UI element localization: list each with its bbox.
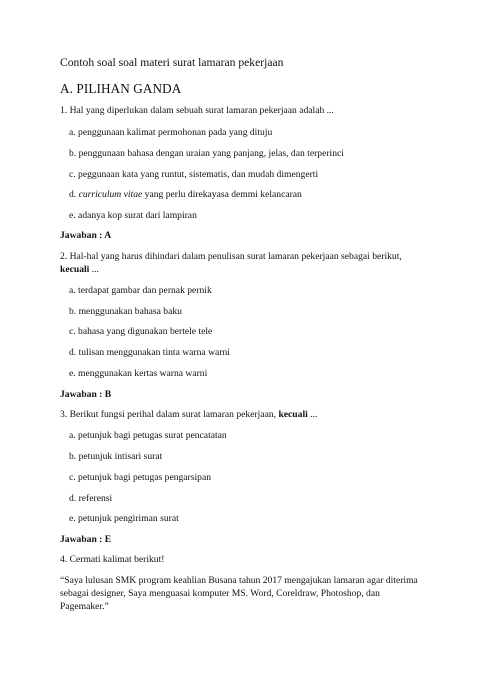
q1-option-b: b. penggunaan bahasa dengan uraian yang panjang, jelas, dan terperinci bbox=[69, 148, 344, 159]
q1-answer: Jawaban : A bbox=[60, 230, 112, 241]
document-title: Contoh soal soal materi surat lamaran pekerjaan bbox=[60, 56, 284, 69]
q1-option-d-prefix: d. bbox=[69, 189, 79, 200]
section-heading: A. PILIHAN GANDA bbox=[60, 81, 182, 96]
q3-text: 3. Berikut fungsi perihal dalam surat lamaran pekerjaan, bbox=[60, 409, 279, 420]
quote-line-1: “Saya lulusan SMK program keahlian Busana tahun 2017 mengajukan lamaran agar diterima bbox=[60, 575, 418, 586]
q1-option-a: a. penggunaan kalimat permohonan pada yang dituju bbox=[69, 127, 273, 138]
q2-ellipsis: ... bbox=[89, 264, 99, 275]
q2-answer: Jawaban : B bbox=[60, 389, 112, 400]
question-2-line-2 bbox=[60, 264, 99, 276]
q3-kecuali: kecuali bbox=[278, 409, 308, 420]
question-1: 1. Hal yang diperlukan dalam sebuah surat lamaran pekerjaan adalah ... bbox=[60, 105, 334, 116]
question-4: 4. Cermati kalimat berikut! bbox=[60, 554, 165, 565]
q3-option-c: c. petunjuk bagi petugas pengarsipan bbox=[69, 472, 211, 483]
q2-kecuali: kecuali bbox=[60, 264, 90, 275]
q1-option-c: c. peggunaan kata yang runtut, sistematis, dan mudah dimengerti bbox=[69, 169, 319, 180]
quote-line-2: sebagai designer, Saya menguasai komputer MS. Word, Coreldraw, Photoshop, dan bbox=[60, 588, 380, 599]
q1-option-e: e. adanya kop surat dari lampiran bbox=[69, 210, 197, 221]
quote-line-3: Pagemaker.” bbox=[60, 601, 109, 612]
q1-option-d-suffix: yang perlu direkayasa demmi kelancaran bbox=[142, 189, 302, 200]
q3-ellipsis: ... bbox=[307, 409, 318, 420]
question-2-line-1: 2. Hal-hal yang harus dihindari dalam penulisan surat lamaran pekerjaan sebagai berikut, bbox=[60, 251, 402, 262]
q3-option-b: b. petunjuk intisari surat bbox=[69, 451, 163, 462]
q3-option-d: d. referensi bbox=[69, 493, 113, 504]
q2-option-d: d. tulisan menggunakan tinta warna warni bbox=[69, 347, 230, 358]
q1-option-d-italic: curriculum vitae bbox=[78, 189, 143, 200]
q1-option-d bbox=[69, 189, 302, 201]
q3-option-e: e. petunjuk pengiriman surat bbox=[69, 513, 179, 524]
q3-option-a: a. petunjuk bagi petugas surat pencatatan bbox=[69, 430, 227, 441]
q2-option-a: a. terdapat gambar dan pernak pernik bbox=[69, 285, 212, 296]
q2-option-b: b. menggunakan bahasa baku bbox=[69, 306, 182, 317]
q2-option-c: c. bahasa yang digunakan bertele tele bbox=[69, 326, 213, 337]
q2-option-e: e. menggunakan kertas warna warni bbox=[69, 368, 208, 379]
question-3 bbox=[60, 409, 317, 421]
q3-answer: Jawaban : E bbox=[60, 534, 112, 545]
